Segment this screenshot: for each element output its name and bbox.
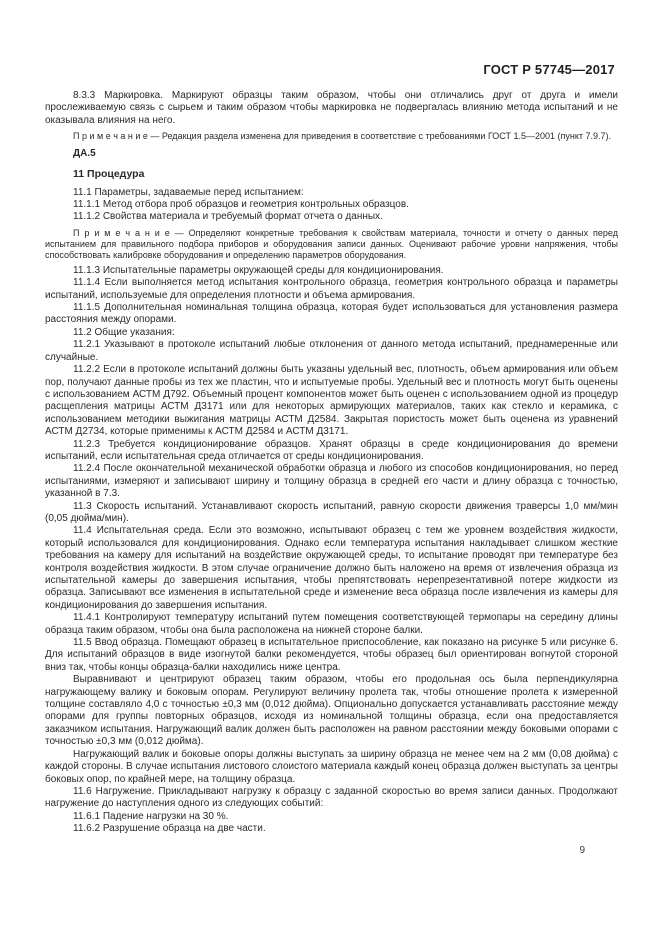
clause-11-2: 11.2 Общие указания: <box>73 326 175 338</box>
clause-11-6-2: 11.6.2 Разрушение образца на две части. <box>73 823 266 835</box>
clause-11-5: 11.5 Ввод образца. Помещают образец в испытательное приспособление, как показано на рисунке 5 или рисунке 6. Для испытаний образцов в виде изогнутой балки рекомендуется, чтобы образец был ориентирован вогнутой стороной вниз так, чтобы концы образца-балки находились ниже центра. <box>45 637 618 673</box>
clause-11-2-2: 11.2.2 Если в протоколе испытаний должны быть указаны удельный вес, плотность, объем армирования или объем пор, получают данные пробы из тех же пластин, что и испытуемые пробы. Удельный вес и плотность могут быть оценены с использованием АСТМ Д792. Объемный процент компонентов может быть оценен с использованием одной из процедур расщепления матрицы АСТМ Д3171 или для некоторых армирующих материалов, таких как стекло и керамика, с использованием методики выжигания матрицы АСТМ Д2584. Закрытая пористость может быть оценена из уравнений АСТМ Д2734, которые применимы к АСТМ Д2584 и АСТМ Д3171. <box>45 364 618 438</box>
clause-11-6: 11.6 Нагружение. Прикладывают нагрузку к образцу с заданной скоростью во время записи данных. Продолжают нагружение до наступления одного из следующих событий: <box>45 785 618 810</box>
clause-11-3: 11.3 Скорость испытаний. Устанавливают скорость испытаний, равную скорости движения траверсы 1,0 мм/мин (0,05 дюйма/мин). <box>45 500 618 524</box>
clause-11-2-4: 11.2.4 После окончательной механической обработки образца и любого из способов кондиционирования, но перед испытаниями, измеряют и записывают ширину и толщину образца в средней его части и длину образца с точностью, указанной в 7.3. <box>45 463 618 500</box>
clause-11-5-alignment: Выравнивают и центрируют образец таким образом, чтобы его продольная ось была перпендикулярна нагружающему валику и боковым опорам. Регулируют величину пролета так, чтобы отношение пролета к измеренной толщине составляло 4,0 с точностью ±0,3 мм (0,012 дюйма). Опционально допускается устанавливать расстояние между опорами для группы повторных образцов, исходя из номинальной толщины образца, если она предоставляется заказчиком испытания. Нагружающий валик должен быть расположен на равном расстоянии между боковыми опорами с точностью ±0,3 мм (0,012 дюйма). <box>45 674 618 748</box>
document-body <box>45 90 618 836</box>
document-code-header: ГОСТ Р 57745—2017 <box>483 62 615 77</box>
clause-11-5-overhang: Нагружающий валик и боковые опоры должны выступать за ширину образца не менее чем на 2 мм (0,08 дюйма) с каждой стороны. В случае испытания листового слоистого материала каждый конец образца должен выступать за центры боковых опор, по крайней мере, на толщину образца. <box>45 748 618 785</box>
clause-11-1: 11.1 Параметры, задаваемые перед испытанием: <box>73 186 304 198</box>
note-section-8: П р и м е ч а н и е — Редакция раздела изменена для приведения в соответствие с требованиями ГОСТ 1.5—2001 (пункт 7.9.7). <box>73 131 612 142</box>
clause-11-2-1: 11.2.1 Указывают в протоколе испытаний любые отклонения от данного метода испытаний, преднамеренные или случайные. <box>45 339 618 363</box>
clause-11-1-2: 11.1.2 Свойства материала и требуемый формат отчета о данных. <box>73 211 383 223</box>
clause-8-3-3: 8.3.3 Маркировка. Маркируют образцы таким образом, чтобы они отличались друг от друга и имели прослеживаемую связь с сырьем и таким образом чтобы маркировка не подвергалась влиянию метода испытаний и не оказывала влияния на него. <box>45 90 618 126</box>
clause-11-1-4: 11.1.4 Если выполняется метод испытания контрольного образца, геометрия контрольного образца и параметры испытаний, используемые для определения плотности и объема армирования. <box>45 277 618 301</box>
clause-11-1-3: 11.1.3 Испытательные параметры окружающей среды для кондиционирования. <box>73 264 444 276</box>
page-number: 9 <box>579 845 585 856</box>
label-da-5: ДА.5 <box>73 148 96 160</box>
note-clause-11-1: П р и м е ч а н и е — Определяют конкретные требования к свойствам материала, точности и отчету о данных перед испытанием для правильного подбора приборов и оборудования записи данных. Оценивают рабочие уровни напряжения, чтобы способствовать калибровке оборудования и определению параметров оборудования. <box>45 227 618 260</box>
clause-11-1-5: 11.1.5 Дополнительная номинальная толщина образца, которая будет использоваться для установления размера расстояния между опорами. <box>45 302 618 326</box>
section-11-heading: 11 Процедура <box>73 167 145 180</box>
clause-11-4: 11.4 Испытательная среда. Если это возможно, испытывают образец с тем же уровнем воздействия жидкости, который использовался для кондиционирования. Однако если температура испытания накладывает слишком жесткие требования на камеру для испытаний на воздействие окружающей среды, то испытание проводят при температуре без контроля воздействия жидкости. В этом случае ограничение должно быть наложено на время от извлечения образца из испытательной камеры до завершения испытания, чтобы препятствовать нерепрезентативной потере жидкости из образца. Записывают все изменения в испытательной среде и изменение веса образца после извлечения из камеры для кондиционирования до завершения испытания. <box>45 525 618 611</box>
clause-11-6-1: 11.6.1 Падение нагрузки на 30 %. <box>73 810 229 822</box>
clause-11-2-3: 11.2.3 Требуется кондиционирование образцов. Хранят образцы в среде кондиционирования до времени испытаний, если испытательная среда отличается от среды кондиционирования. <box>45 438 618 462</box>
clause-11-4-1: 11.4.1 Контролируют температуру испытаний путем помещения соответствующей термопары на середину длины образца таким образом, чтобы она была расположена на нижней стороне балки. <box>45 612 618 636</box>
clause-11-1-1: 11.1.1 Метод отбора проб образцов и геометрия контрольных образцов. <box>73 199 409 211</box>
